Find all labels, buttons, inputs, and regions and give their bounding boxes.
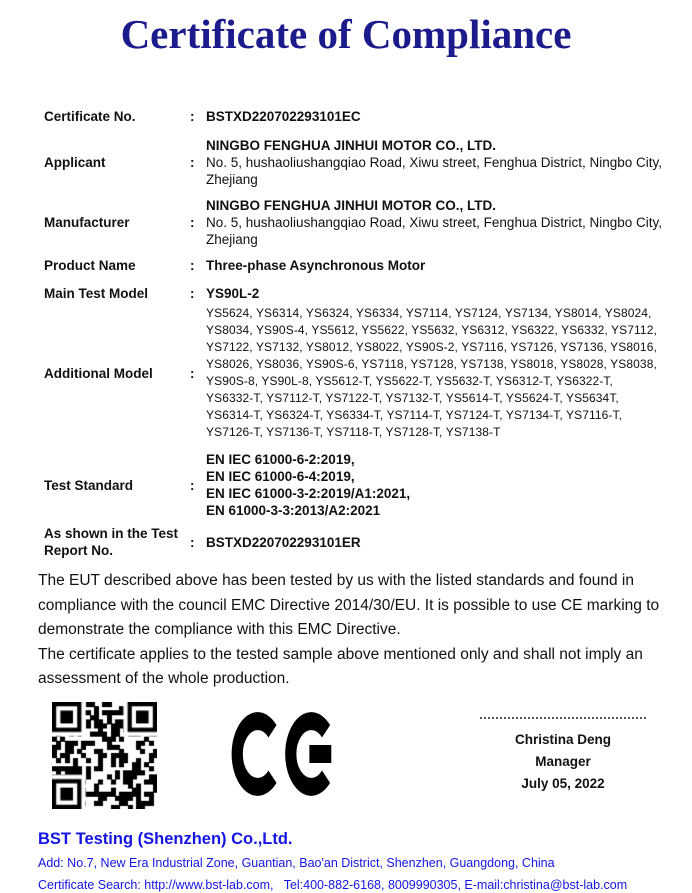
manufacturer-address: No. 5, hushaoliushangqiao Road, Xiwu street, Fenghua District, Ningbo City, Zhejiang [206, 215, 662, 247]
applicant-row [44, 137, 662, 188]
applicant-value [206, 137, 662, 188]
signatory-role: Manager [535, 753, 591, 769]
applicant-address: No. 5, hushaoliushangqiao Road, Xiwu street, Fenghua District, Ningbo City, Zhejiang [206, 155, 662, 187]
test-standard-line: EN IEC 61000-3-2:2019/A1:2021, [206, 486, 411, 501]
issuer-footer [38, 829, 672, 893]
additional-model-value: YS5624, YS6314, YS6324, YS6334, YS7114, YS7124, YS7134, YS8014, YS8024, YS8034, YS90S-4, YS5612, YS5622, YS5632, YS6312, YS6322, YS6332, YS7112, YS7122, YS7132, YS8012, YS8022, YS90S-2, YS7116, YS7126, YS7136, YS8016, YS8026, YS8036, YS90S-6, YS7118, YS7128, YS7138, YS8018, YS8028, YS8038, YS90S-8, YS90L-8, YS5612-T, YS5622-T, YS5632-T, YS6312-T, YS6322-T, YS6332-T, YS7112-T, YS7122-T, YS7132-T, YS5614-T, YS5624-T, YS5634T, YS6314-T, YS6324-T, YS6334-T, YS7114-T, YS7124-T, YS7134-T, YS7116-T, YS7126-T, YS7136-T, YS7118-T, YS7128-T, YS7138-T [206, 306, 657, 439]
signature-dotted-line [480, 716, 646, 719]
test-report-no-label: As shown in the Test Report No. [44, 526, 179, 558]
product-name-label: Product Name [44, 258, 136, 273]
colon-separator: : [190, 534, 195, 550]
colon-separator: : [190, 258, 195, 273]
product-name-row [44, 257, 662, 274]
test-standard-line: EN 61000-3-3:2013/A2:2021 [206, 503, 381, 518]
test-report-no-row [44, 525, 662, 559]
certificate-no-label: Certificate No. [44, 109, 136, 124]
ce-mark-icon [230, 711, 342, 797]
signature-date: July 05, 2022 [521, 775, 605, 791]
test-standard-row [44, 451, 662, 519]
issuer-company-name: BST Testing (Shenzhen) Co.,Ltd. [38, 829, 293, 848]
main-test-model-value: YS90L-2 [206, 286, 260, 301]
signature-block [474, 716, 652, 795]
certificate-details [44, 108, 662, 559]
test-report-no-value: BSTXD220702293101ER [206, 534, 361, 550]
colon-separator: : [190, 286, 195, 301]
statement-paragraph-1: The EUT described above has been tested by us with the listed standards and found in compliance with the council EMC Directive 2014/30/EU. It is possible to use CE marking to demonstrate the compliance with this EMC Directive. [38, 572, 660, 638]
manufacturer-value [206, 197, 662, 248]
test-standard-label: Test Standard [44, 477, 134, 493]
compliance-statement [38, 569, 660, 692]
colon-separator: : [190, 477, 195, 493]
manufacturer-company: NINGBO FENGHUA JINHUI MOTOR CO., LTD. [206, 198, 496, 213]
issuer-contact: Certificate Search: http://www.bst-lab.com, Tel:400-882-6168, 8009990305, E-mail:christina@bst-lab.com [38, 877, 628, 892]
certificate-no-value: BSTXD220702293101EC [206, 109, 361, 124]
signatory-name: Christina Deng [514, 731, 611, 747]
main-test-model-row [44, 285, 662, 302]
test-standard-value [206, 451, 662, 519]
colon-separator: : [190, 155, 195, 170]
main-test-model-label: Main Test Model [44, 286, 149, 301]
colon-separator: : [190, 215, 195, 230]
applicant-company: NINGBO FENGHUA JINHUI MOTOR CO., LTD. [206, 138, 496, 153]
manufacturer-row [44, 197, 662, 248]
product-name-value: Three-phase Asynchronous Motor [206, 258, 426, 273]
ce-mark-block [230, 711, 342, 797]
page-title: Certificate of Compliance [120, 11, 572, 57]
issuer-address: Add: No.7, New Era Industrial Zone, Guantian, Bao'an District, Shenzhen, Guangdong, China [38, 855, 555, 870]
marks-and-signature [52, 702, 652, 809]
statement-paragraph-2: The certificate applies to the tested sample above mentioned only and shall not imply an assessment of the whole production. [38, 645, 643, 687]
qr-code-block [52, 702, 157, 809]
additional-model-label: Additional Model [44, 365, 153, 381]
manufacturer-label: Manufacturer [44, 215, 130, 230]
certificate-no-row [44, 108, 662, 125]
colon-separator: : [190, 365, 195, 381]
colon-separator: : [190, 109, 195, 124]
applicant-label: Applicant [44, 155, 106, 170]
qr-code [52, 702, 157, 809]
test-standard-line: EN IEC 61000-6-4:2019, [206, 469, 355, 484]
additional-model-row [44, 305, 662, 441]
test-standard-line: EN IEC 61000-6-2:2019, [206, 452, 355, 467]
